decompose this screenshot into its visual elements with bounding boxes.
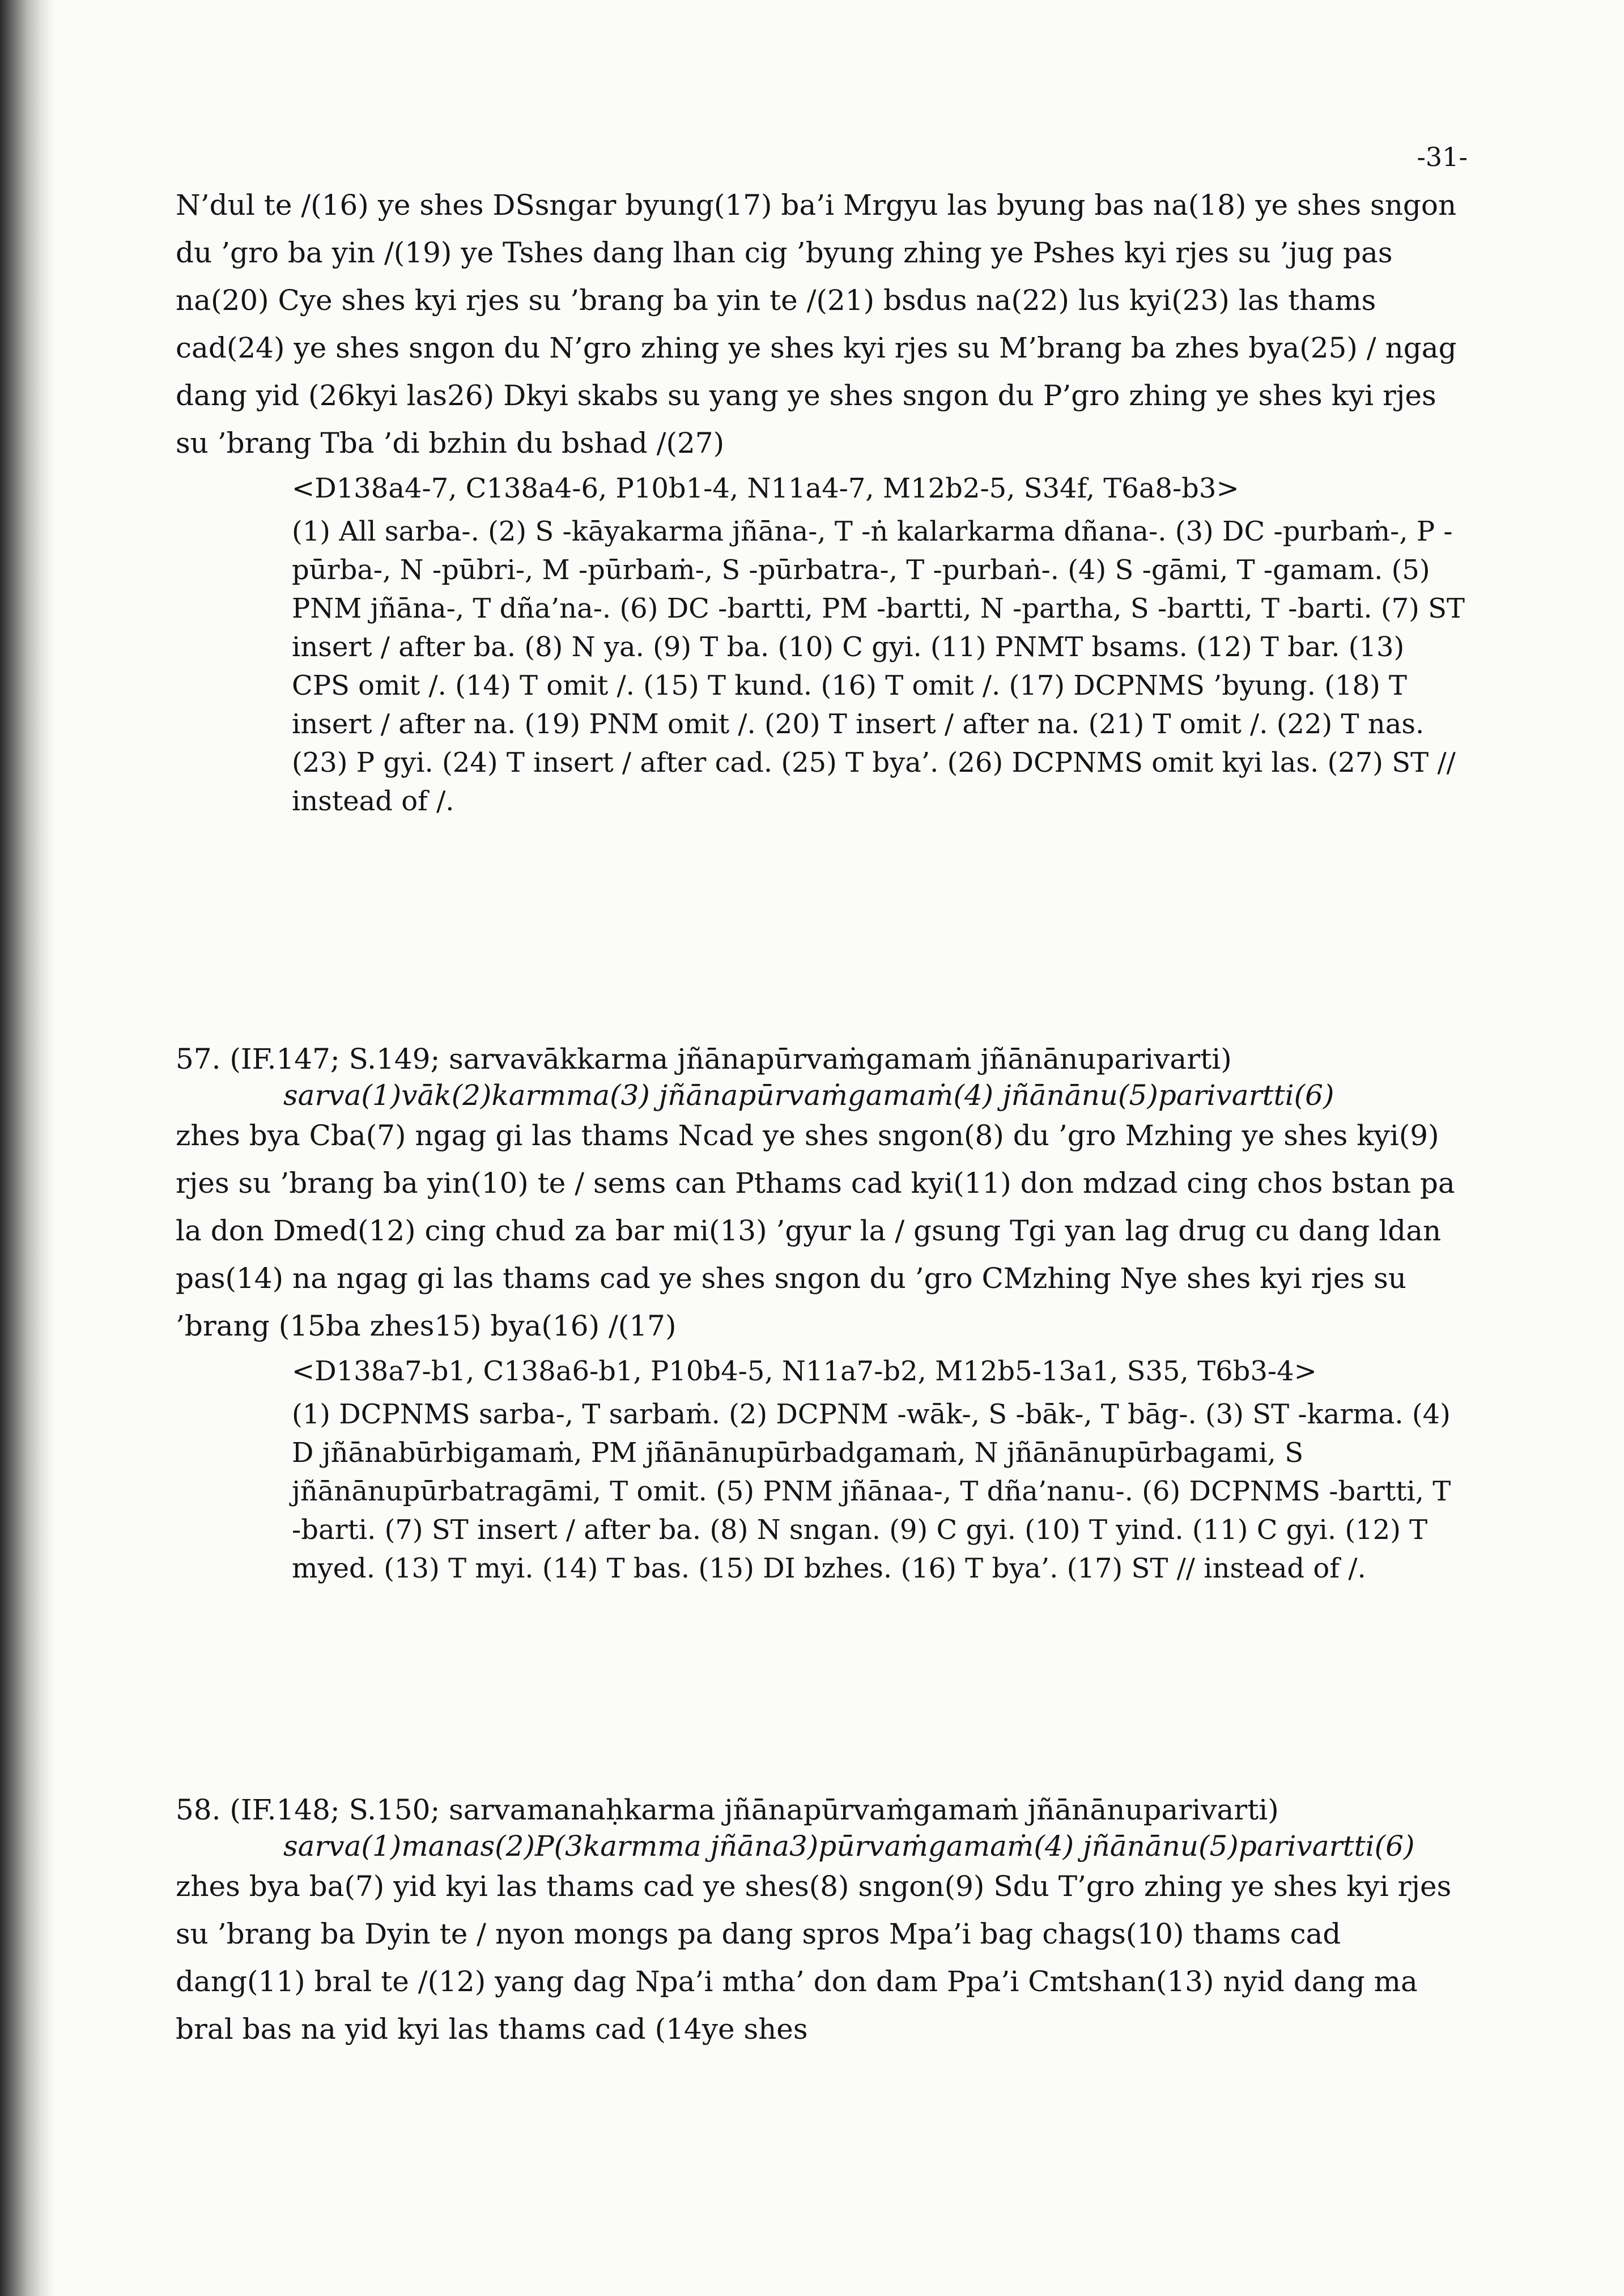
continuation-block bbox=[176, 181, 1468, 820]
manuscript-references: <D138a4-7, C138a4-6, P10b1-4, N11a4-7, M12b2-5, S34f, T6a8-b3> bbox=[292, 473, 1239, 504]
page-number: -31- bbox=[1417, 142, 1468, 172]
entry-57 bbox=[176, 1043, 1468, 1588]
critical-apparatus bbox=[292, 1352, 1468, 1588]
scanned-binding-edge bbox=[0, 0, 54, 2296]
entry-58 bbox=[176, 1793, 1468, 2053]
entry-heading: 57. (IF.147; S.149; sarvavākkarma jñānapūrvaṁgamaṁ jñānānuparivarti) bbox=[176, 1043, 1232, 1075]
tibetan-text: zhes bya Cba(7) ngag gi las thams Ncad ye shes sngon(8) du ’gro Mzhing ye shes kyi(9) rjes su ’brang ba yin(10) te / sems can Pthams cad kyi(11) don mdzad cing chos bstan pa la don Dmed(12) cing chud za bar mi(13) ’gyur la / gsung Tgi yan lag drug cu dang ldan pas(14) na ngag gi las thams cad ye shes sngon du ’gro CMzhing Nye shes kyi rjes su ’brang (15ba zhes15) bya(16) /(17) bbox=[176, 1119, 1455, 1342]
entry-heading: 58. (IF.148; S.150; sarvamanaḥkarma jñānapūrvaṁgamaṁ jñānānuparivarti) bbox=[176, 1793, 1279, 1826]
tibetan-text: N’dul te /(16) ye shes DSsngar byung(17) ba’i Mrgyu las byung bas na(18) ye shes sngon du ’gro ba yin /(19) ye Tshes dang lhan cig ’byung zhing ye Pshes kyi rjes su ’jug pas na(20) Cye shes kyi rjes su ’brang ba yin te /(21) bsdus na(22) lus kyi(23) las thams cad(24) ye shes sngon du N’gro zhing ye shes kyi rjes su M’brang ba zhes bya(25) / ngag dang yid (26kyi las26) Dkyi skabs su yang ye shes sngon du P’gro zhing ye shes kyi rjes su ’brang Tba ’di bzhin du bshad /(27) bbox=[176, 189, 1457, 460]
manuscript-references: <D138a7-b1, C138a6-b1, P10b4-5, N11a7-b2, M12b5-13a1, S35, T6b3-4> bbox=[292, 1355, 1317, 1387]
sanskrit-title: sarva(1)vāk(2)karmma(3) jñānapūrvaṁgamaṁ(4) jñānānu(5)parivartti(6) bbox=[283, 1079, 1334, 1112]
sanskrit-title: sarva(1)manas(2)P(3karmma jñāna3)pūrvaṁgamaṁ(4) jñānānu(5)parivartti(6) bbox=[283, 1830, 1415, 1863]
critical-apparatus bbox=[292, 469, 1468, 820]
variant-notes: (1) All sarba-. (2) S -kāyakarma jñāna-, T -ṅ kalarkarma dñana-. (3) DC -purbaṁ-, P -pūrba-, N -pūbri-, M -pūrbaṁ-, S -pūrbatra-, T -purbaṅ-. (4) S -gāmi, T -gamam. (5) PNM jñāna-, T dña’na-. (6) DC -bartti, PM -bartti, N -partha, S -bartti, T -barti. (7) ST insert / after ba. (8) N ya. (9) T ba. (10) C gyi. (11) PNMT bsams. (12) T bar. (13) CPS omit /. (14) T omit /. (15) T kund. (16) T omit /. (17) DCPNMS ’byung. (18) T insert / after na. (19) PNM omit /. (20) T insert / after na. (21) T omit /. (22) T nas. (23) P gyi. (24) T insert / after cad. (25) T bya’. (26) DCPNMS omit kyi las. (27) ST // instead of /. bbox=[292, 516, 1465, 817]
variant-notes: (1) DCPNMS sarba-, T sarbaṁ. (2) DCPNM -wāk-, S -bāk-, T bāg-. (3) ST -karma. (4) D jñānabūrbigamaṁ, PM jñānānupūrbadgamaṁ, N jñānānupūrbagami, S jñānānupūrbatragāmi, T omit. (5) PNM jñānaa-, T dña’nanu-. (6) DCPNMS -bartti, T -barti. (7) ST insert / after ba. (8) N sngan. (9) C gyi. (10) T yind. (11) C gyi. (12) T myed. (13) T myi. (14) T bas. (15) DI bzhes. (16) T bya’. (17) ST // instead of /. bbox=[292, 1398, 1451, 1584]
tibetan-text: zhes bya ba(7) yid kyi las thams cad ye shes(8) sngon(9) Sdu T’gro zhing ye shes kyi rjes su ’brang ba Dyin te / nyon mongs pa dang spros Mpa’i bag chags(10) thams cad dang(11) bral te /(12) yang dag Npa’i mtha’ don dam Ppa’i Cmtshan(13) nyid dang ma bral bas na yid kyi las thams cad (14ye shes bbox=[176, 1870, 1452, 2046]
